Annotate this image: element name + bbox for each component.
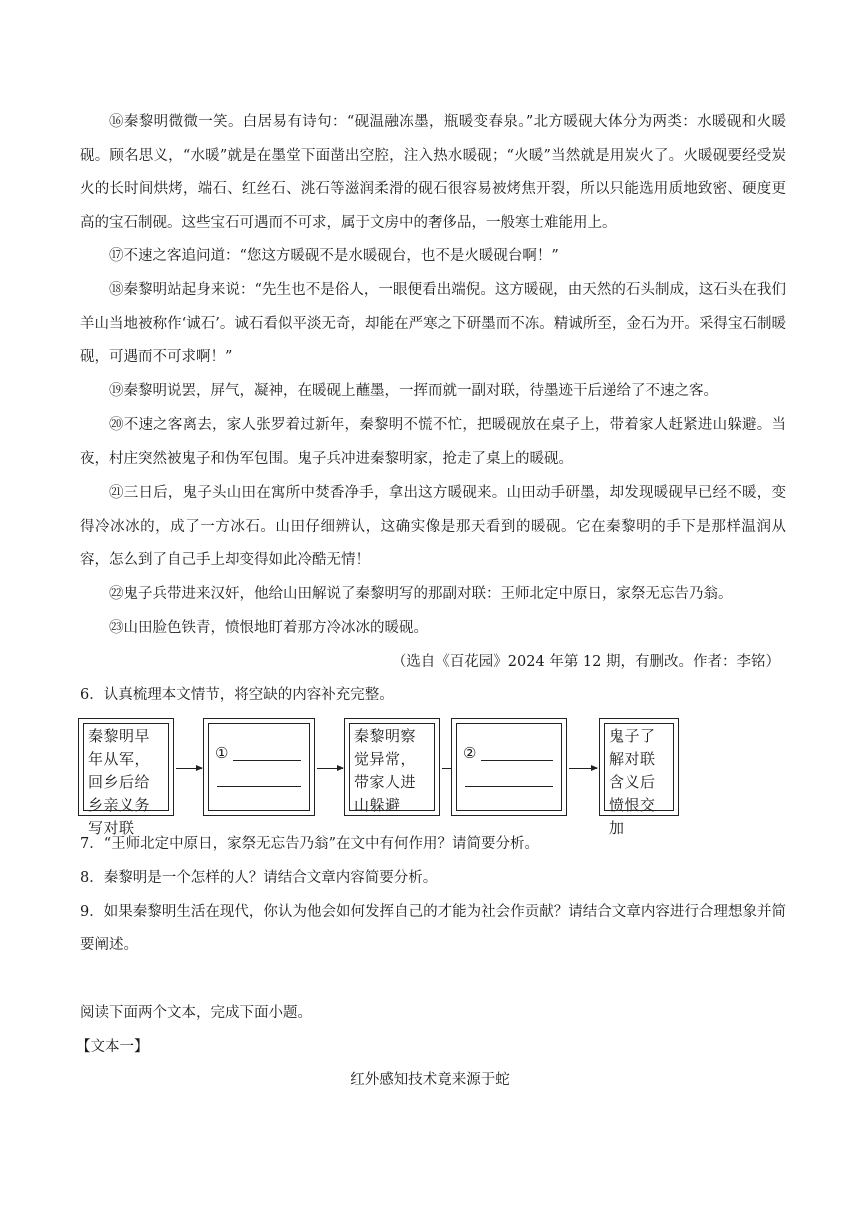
source-citation: （选自《百花园》2024 年第 12 期，有删改。作者：李铭） (391, 654, 780, 670)
question-7: 7．“王师北定中原日，家祭无忘告乃翁”在文中有何作用？请简要分析。 (80, 836, 540, 852)
flow-box-4 (451, 718, 567, 816)
blank-2-line-2 (465, 786, 553, 787)
question-6: 6．认真梳理本文情节，将空缺的内容补充完整。 (80, 687, 394, 703)
question-9: 9．如果秦黎明生活在现代，你认为他会如何发挥自己的才能为社会作贡献？请结合文章内容进行合理想象并简要阐述。 (80, 904, 786, 953)
flow-box-5-text: 鬼子了解对联含义后愤恨交加 (604, 723, 674, 811)
flow-box-3-text: 秦黎明察觉异常，带家人进山躲避 (349, 723, 435, 811)
flow-arrow-1 (176, 768, 202, 769)
flow-box-3 (344, 718, 440, 816)
blank-1-line-3 (217, 810, 301, 811)
blank-2-line-1 (481, 760, 553, 761)
flow-box-2 (203, 718, 315, 816)
article-title: 红外感知技术竟来源于蛇 (350, 1072, 510, 1088)
paragraph-16: ⑯秦黎明微微一笑。白居易有诗句：“砚温融冻墨，瓶暖变春泉。”北方暖砚大体分为两类：水暖砚和火暖砚。顾名思义，“水暖”就是在墨堂下面凿出空腔，注入热水暖砚；“火暖”当然就是用炭火了。火暖砚要经受炭火的长时间烘烤，端石、红丝石、洮石等滋润柔滑的砚石很容易被烤焦开裂，所以只能选用质地致密、硬度更高的宝石制砚。这些宝石可遇而不可求，属于文房中的奢侈品，一般寒士难能用上。 (80, 114, 786, 231)
reading-instruction: 阅读下面两个文本，完成下面小题。 (80, 1005, 312, 1021)
paragraph-22: ㉒鬼子兵带进来汉奸，他给山田解说了秦黎明写的那副对联：王师北定中原日，家祭无忘告乃翁。 (109, 586, 733, 602)
question-8: 8．秦黎明是一个怎样的人？请结合文章内容简要分析。 (80, 870, 438, 886)
paragraph-20: ⑳不速之客离去，家人张罗着过新年，秦黎明不慌不忙，把暖砚放在桌子上，带着家人赶紧进山躲避。当夜，村庄突然被鬼子和伪军包围。鬼子兵冲进秦黎明家，抢走了桌上的暖砚。 (80, 417, 786, 467)
flow-box-1-text: 秦黎明早年从军，回乡后给乡亲义务写对联 (83, 723, 169, 811)
flow-arrow-4 (569, 768, 597, 769)
text1-label: 【文本一】 (76, 1039, 149, 1055)
paragraph-19: ⑲秦黎明说罢，屏气，凝神，在暖砚上蘸墨，一挥而就一副对联，待墨迹干后递给了不速之客。 (109, 383, 718, 399)
flow-box-4-blank[interactable] (456, 723, 562, 811)
blank-2-line-3 (465, 810, 553, 811)
flow-box-1 (78, 718, 174, 837)
flow-box-5 (599, 718, 679, 837)
blank-1-line-1 (233, 760, 301, 761)
paragraph-21: ㉑三日后，鬼子头山田在寓所中焚香净手，拿出这方暖砚来。山田动手研墨，却发现暖砚早已经不暖，变得冷冰冰的，成了一方冰石。山田仔细辨认，这确实像是那天看到的暖砚。它在秦黎明的手下是那样温润从容，怎么到了自己手上却变得如此冷酷无情！ (80, 485, 786, 568)
flow-arrow-2 (317, 768, 343, 769)
paragraph-17: ⑰不速之客追问道：“您这方暖砚不是水暖砚台，也不是火暖砚台啊！” (109, 248, 559, 264)
blank-2-number: ② (463, 744, 477, 762)
paragraph-23: ㉓山田脸色铁青，愤恨地盯着那方冷冰冰的暖砚。 (109, 620, 428, 636)
blank-1-number: ① (215, 744, 229, 762)
blank-1-line-2 (217, 786, 301, 787)
flow-box-2-blank[interactable] (208, 723, 310, 811)
paragraph-18: ⑱秦黎明站起身来说：“先生也不是俗人，一眼便看出端倪。这方暖砚，由天然的石头制成，这石头在我们羊山当地被称作‘诚石’。诚石看似平淡无奇，却能在严寒之下研墨而不冻。精诚所至，金石为开。采得宝石制暖砚，可遇而不可求啊！” (80, 282, 786, 365)
